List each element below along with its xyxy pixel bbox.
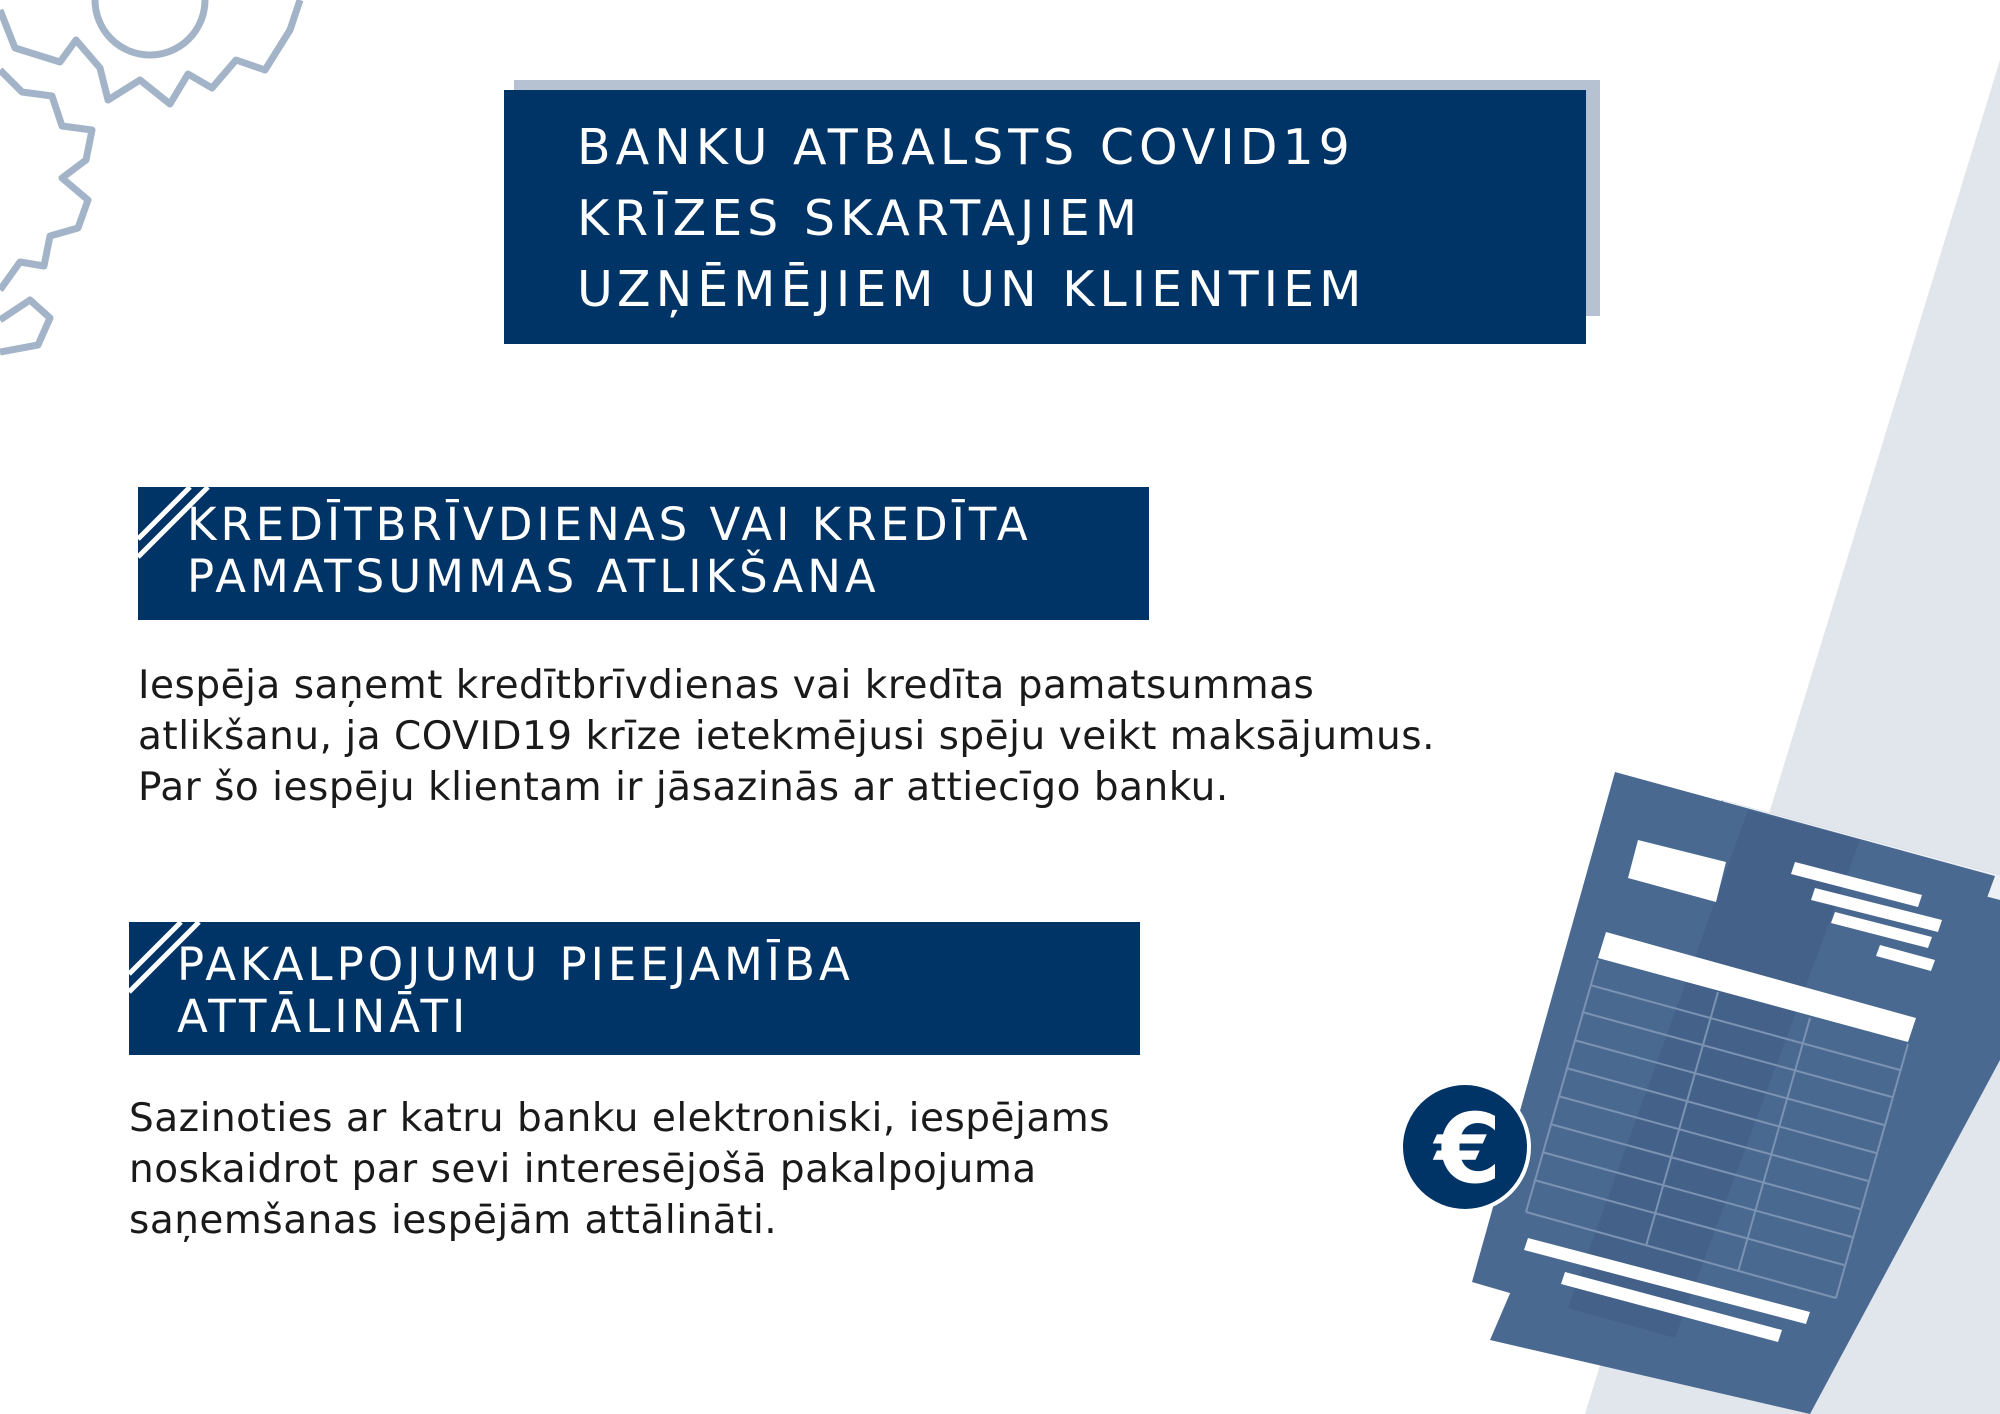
- title-line-1: BANKU ATBALSTS COVID19: [577, 119, 1355, 176]
- section-1-body-line-2: atlikšanu, ja COVID19 krīze ietekmējusi spēju veikt maksājumus.: [138, 714, 1435, 759]
- section-2-body-line-1: Sazinoties ar katru banku elektroniski, iespējams: [129, 1096, 1111, 1141]
- title-line-3: UZŅĒMĒJIEM UN KLIENTIEM: [577, 261, 1367, 318]
- section-2-body-line-3: saņemšanas iespējām attālināti.: [129, 1198, 778, 1243]
- section-1-body-line-3: Par šo iespēju klientam ir jāsazinās ar attiecīgo banku.: [138, 765, 1229, 810]
- section-2-body-line-2: noskaidrot par sevi interesējošā pakalpojuma: [129, 1147, 1037, 1192]
- euro-symbol: €: [1434, 1093, 1502, 1205]
- section-1-body-line-1: Iespēja saņemt kredītbrīvdienas vai kredīta pamatsummas: [138, 663, 1315, 708]
- section-1-heading-line-1: KREDĪTBRĪVDIENAS VAI KREDĪTA: [187, 498, 1032, 551]
- section-1-heading-line-2: PAMATSUMMAS ATLIKŠANA: [187, 550, 880, 603]
- title-line-2: KRĪZES SKARTAJIEM: [577, 190, 1142, 247]
- section-2-heading-line-2: ATTĀLINĀTI: [177, 990, 470, 1043]
- section-2-heading-line-1: PAKALPOJUMU PIEEJAMĪBA: [177, 938, 854, 991]
